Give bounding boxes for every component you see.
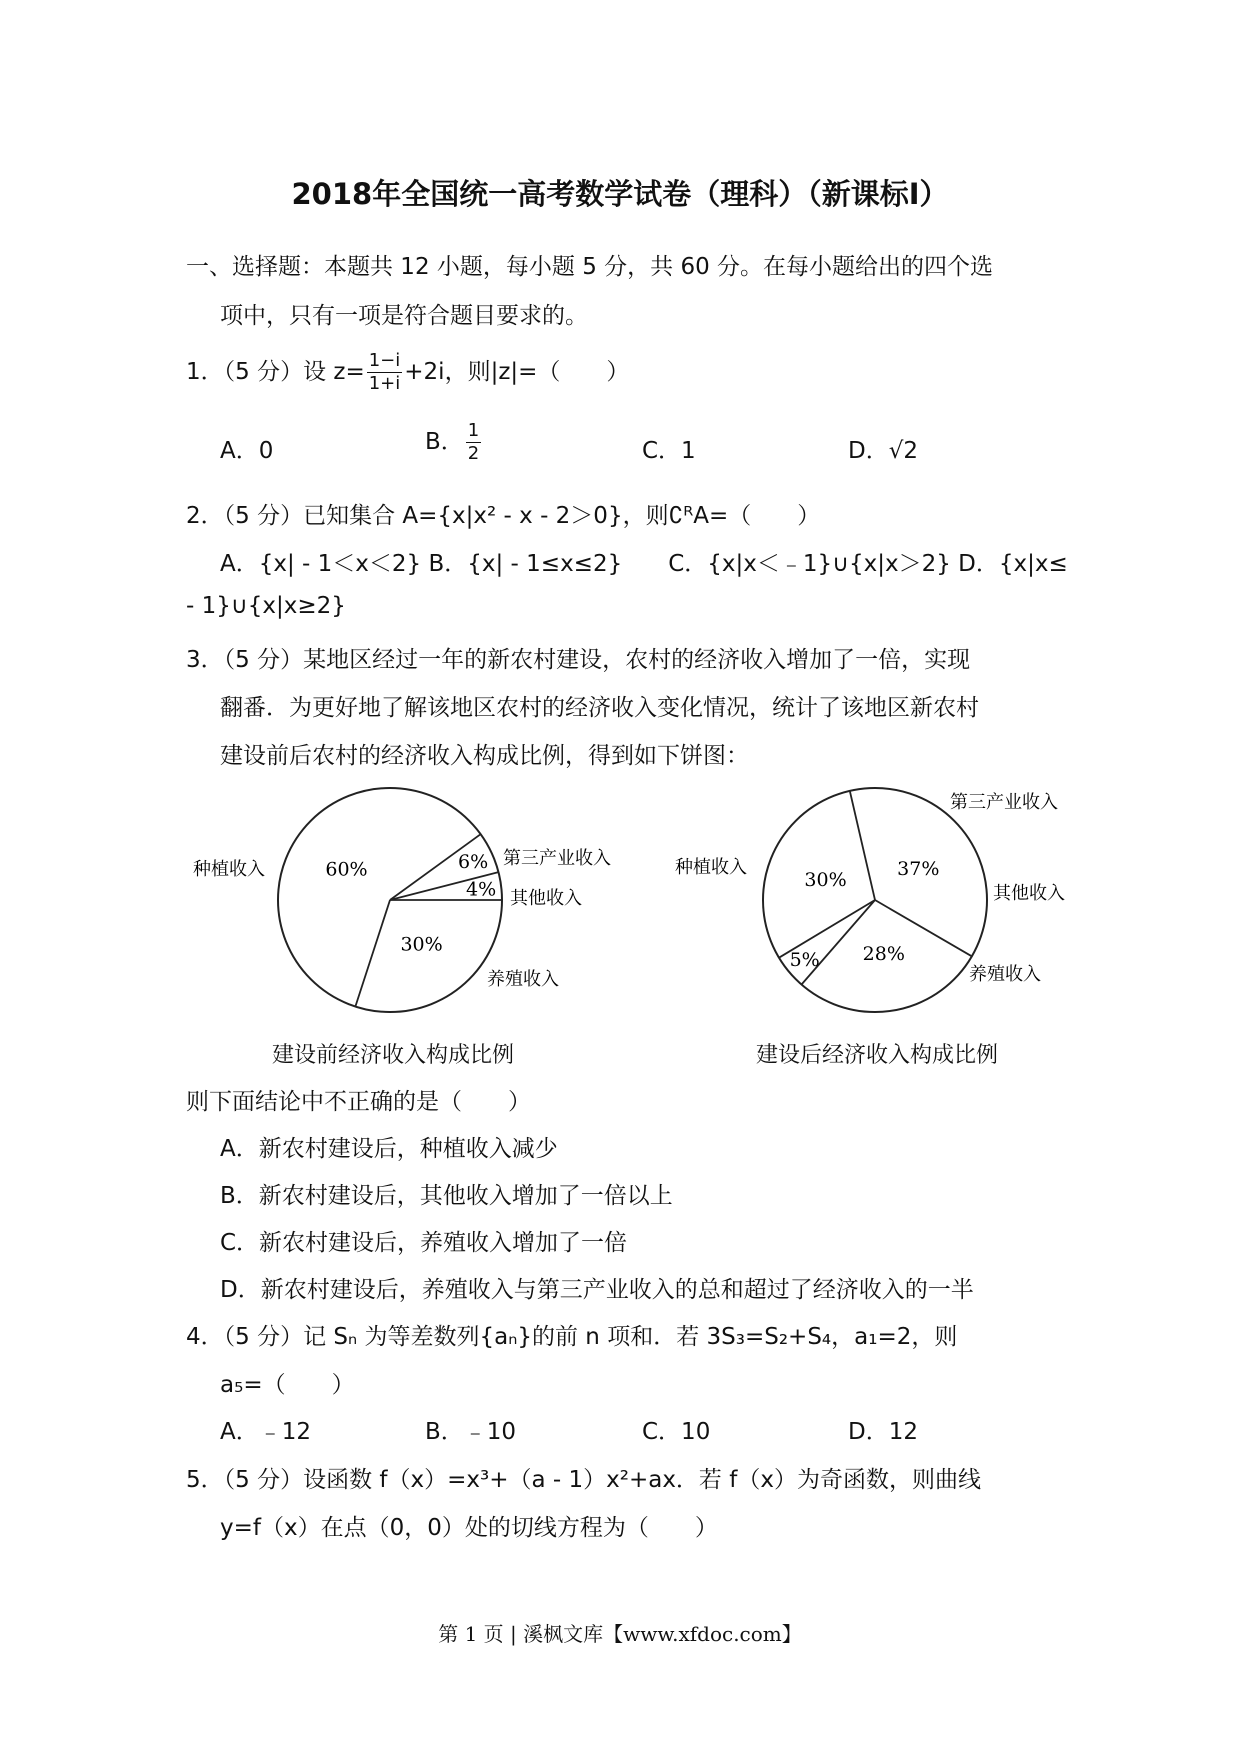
q2-options-continued: - 1}∪{x|x≥2} [186,593,346,619]
q3-option-a: A．新农村建设后，种植收入减少 [220,1136,558,1162]
pie1-label-planting: 60% [325,858,368,881]
q1-option-b-den: 2 [467,443,480,464]
pie1-slice-edge-planting [355,900,390,1007]
q1-option-d-label: D． [848,438,889,464]
q3-option-c: C．新农村建设后，养殖收入增加了一倍 [220,1230,628,1256]
q1-option-c: C．1 [642,438,696,464]
q5-stem-line1: 5．（5 分）设函数 f（x）=x³+（a - 1）x²+ax．若 f（x）为奇函数，则曲线 [186,1467,981,1493]
pie2-label-planting: 37% [897,858,940,881]
pie2-category-breeding: 养殖收入 [969,964,1041,985]
q1-prefix: 1．（5 分）设 z= [186,359,365,385]
q1-option-d-value: √2 [888,438,919,464]
q5-stem-line2: y=f（x）在点（0，0）处的切线方程为（ ） [220,1515,718,1541]
q1-option-b-num: 1 [467,420,480,441]
pie1-category-breeding: 养殖收入 [487,969,559,990]
pie2-label-other: 5% [789,949,820,972]
q1-option-b-label: B． [425,429,464,455]
pie1-label-other: 4% [466,878,497,901]
pie2-slice-edge-planting [850,791,875,900]
q1-option-b-fraction [466,420,481,465]
q3-stem-line2: 翻番．为更好地了解该地区农村的经济收入变化情况，统计了该地区新农村 [220,695,979,721]
pie2-slice-edge-breeding [779,900,875,958]
pie2-category-tertiary: 第三产业收入 [950,792,1058,813]
q3-option-d: D．新农村建设后，养殖收入与第三产业收入的总和超过了经济收入的一半 [220,1277,974,1303]
pie-chart-after [675,788,1065,1012]
q2-stem: 2．（5 分）已知集合 A={x|x² - x - 2＞0}，则∁ᴿA=（ ） [186,503,821,529]
pie1-category-tertiary: 第三产业收入 [503,848,611,869]
q1-frac-den: 1+i [368,373,401,394]
q1-option-d [848,432,918,465]
pie1-category-planting: 种植收入 [193,859,265,880]
pie-chart-before [193,788,611,1012]
pie2-label-breeding: 30% [804,868,847,891]
q4-option-c: C．10 [642,1419,711,1445]
pie1-label-breeding: 30% [400,933,443,956]
q3-option-b: B．新农村建设后，其他收入增加了一倍以上 [220,1183,673,1209]
q4-option-b: B．﹣10 [425,1419,517,1445]
q4-stem-line2: a₅=（ ） [220,1372,355,1398]
section-instructions-line2: 项中，只有一项是符合题目要求的。 [220,303,588,329]
page-title: 2018年全国统一高考数学试卷（理科）（新课标Ⅰ） [291,177,949,211]
q1-frac-num: 1−i [368,350,401,371]
page-footer: 第 1 页 | 溪枫文库【www.xfdoc.com】 [438,1622,802,1646]
pie1-label-tertiary: 6% [458,850,489,873]
section-instructions-line1: 一、选择题：本题共 12 小题，每小题 5 分，共 60 分。在每小题给出的四个选 [186,254,994,280]
q1-option-b [425,420,483,465]
q2-options: A．{x| - 1＜x＜2} B．{x| - 1≤x≤2} C．{x|x＜﹣1}∪{x|x＞2} D．{x|x≤ [220,551,1068,577]
q3-question: 则下面结论中不正确的是（ ） [186,1089,531,1115]
pie2-category-planting: 种植收入 [675,857,747,878]
pie1-category-other: 其他收入 [510,888,582,909]
pie2-category-other: 其他收入 [993,883,1065,904]
q4-stem-line1: 4．（5 分）记 Sₙ 为等差数列{aₙ}的前 n 项和．若 3S₃=S₂+S₄，a₁=2，则 [186,1324,958,1350]
q1-option-a: A．0 [220,438,274,464]
pie-before-caption: 建设前经济收入构成比例 [272,1043,515,1068]
pie2-label-tertiary: 28% [862,943,905,966]
q1-fraction [367,350,403,395]
q3-stem-line3: 建设前后农村的经济收入构成比例，得到如下饼图： [220,743,749,769]
q4-option-d: D．12 [848,1419,918,1445]
q1-suffix: +2i，则|z|=（ ） [404,359,630,385]
q3-stem-line1: 3．（5 分）某地区经过一年的新农村建设，农村的经济收入增加了一倍，实现 [186,647,971,673]
q4-option-a: A．﹣12 [220,1419,312,1445]
pie-charts-figure [0,770,1240,1070]
pie-after-caption: 建设后经济收入构成比例 [756,1043,999,1068]
q1-stem [186,350,629,395]
